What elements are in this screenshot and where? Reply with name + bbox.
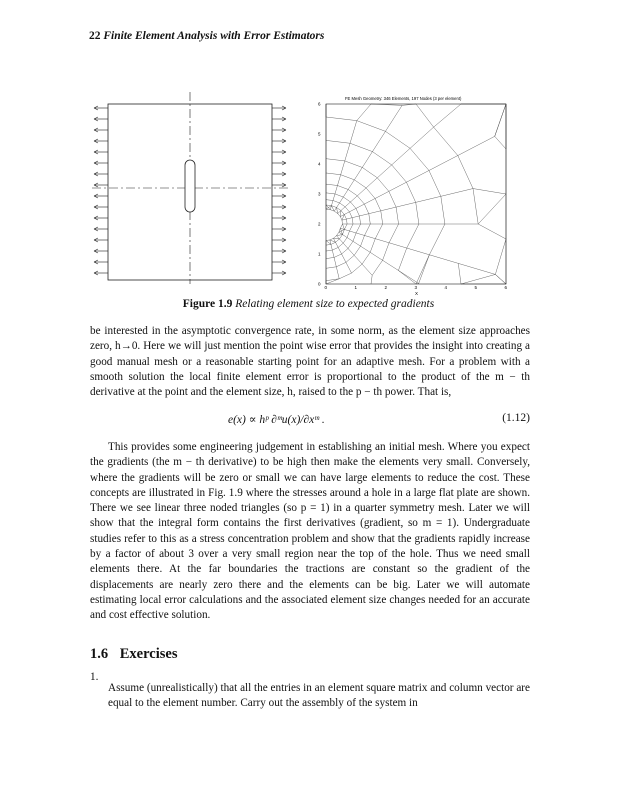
x-tick-label: 6 — [504, 285, 508, 290]
mesh-edge — [343, 224, 345, 229]
mesh-edge — [352, 216, 359, 218]
mesh-edge — [348, 189, 357, 195]
mesh-edge — [340, 228, 344, 229]
mesh-edge — [345, 143, 350, 161]
mesh-edge — [346, 262, 352, 273]
mesh-edge — [337, 235, 343, 236]
mesh-edge — [334, 254, 342, 257]
x-tick-label: 3 — [414, 285, 418, 290]
mesh-edge — [366, 178, 377, 188]
mesh-edge — [326, 244, 331, 245]
mesh-edge — [396, 202, 416, 207]
mesh-edge — [389, 182, 407, 191]
equation-number: (1.12) — [502, 412, 530, 424]
mesh-edge — [359, 216, 360, 224]
mesh-edge — [396, 207, 398, 224]
mesh-edge — [356, 204, 364, 208]
mesh-edge — [366, 188, 375, 199]
mesh-edge — [441, 189, 473, 197]
mesh-edge — [338, 213, 341, 216]
mesh-edge — [372, 260, 382, 275]
mesh-edge — [342, 254, 346, 262]
mesh-edge — [357, 188, 366, 196]
mesh-edge — [406, 170, 429, 182]
mesh-edge — [416, 202, 419, 224]
mesh-edge — [336, 239, 340, 242]
mesh-edge — [398, 270, 418, 283]
mesh-edge — [326, 173, 341, 175]
y-tick-label: 4 — [318, 161, 321, 167]
mesh-edge — [326, 184, 337, 185]
mesh-edge — [346, 219, 347, 224]
plate-diagram — [92, 92, 290, 284]
mesh-edge — [429, 255, 458, 264]
mesh-edge — [364, 198, 375, 204]
mesh-edge — [326, 193, 335, 194]
mesh-edge — [364, 204, 368, 214]
mesh-edge — [392, 165, 407, 182]
mesh-edge — [338, 211, 341, 214]
mesh-edge — [336, 242, 339, 247]
mesh-edge — [330, 238, 334, 240]
x-tick-label: 2 — [384, 285, 388, 290]
mesh-edge — [326, 257, 334, 258]
x-axis-label: X — [415, 291, 419, 296]
mesh-edge — [340, 197, 344, 203]
mesh-edge — [419, 255, 430, 284]
mesh-edge — [375, 198, 381, 210]
mesh-edge — [344, 214, 346, 219]
mesh-edge — [339, 273, 351, 279]
exercise-text: Assume (unrealistically) that all the entries in an element square matrix and column vector are equal to the element number. Carry out the assembly of the system in — [108, 682, 530, 710]
mesh-edge — [332, 250, 334, 257]
traction-arrows-right — [272, 106, 286, 275]
exercise-number: 1. — [90, 671, 99, 683]
mesh-edge — [335, 185, 338, 193]
mesh-edge — [333, 238, 339, 239]
mesh-edge — [398, 270, 416, 284]
mesh-edge — [372, 152, 391, 165]
mesh-edge — [343, 197, 350, 202]
traction-arrows-left — [94, 106, 108, 275]
y-tick-label: 6 — [318, 101, 321, 107]
mesh-edge — [326, 250, 332, 251]
x-tick-label: 5 — [474, 285, 478, 290]
mesh-edge — [350, 196, 357, 202]
mesh-edge — [356, 224, 361, 233]
x-tick-label: 4 — [444, 285, 448, 290]
mesh-edge — [342, 220, 343, 224]
mesh-edge — [345, 161, 363, 168]
figure-caption — [0, 298, 617, 310]
mesh-edge — [385, 105, 402, 131]
mesh-edge — [341, 175, 355, 180]
mesh-edge — [342, 248, 348, 253]
mesh-edge — [342, 235, 347, 238]
mesh-edge — [326, 240, 330, 241]
mesh-edge — [410, 148, 429, 170]
mesh-edge — [338, 247, 341, 254]
mesh-edge — [461, 274, 495, 284]
y-tick-label: 5 — [318, 131, 321, 137]
figure-1-9 — [90, 88, 530, 298]
mesh-edge — [341, 207, 345, 211]
mesh-edge — [406, 182, 415, 202]
section-number: 1.6 — [90, 646, 109, 662]
mesh-edge — [410, 127, 434, 148]
mesh-edge — [357, 104, 371, 121]
mesh-edge — [375, 224, 382, 239]
mesh-edge — [416, 104, 434, 127]
mesh-edge — [326, 267, 336, 269]
mesh-edge — [478, 224, 506, 239]
mesh-edge — [331, 200, 333, 205]
mesh-edge — [336, 262, 346, 266]
mesh-edge — [389, 243, 407, 248]
mesh-edge — [331, 244, 332, 250]
mesh-edge — [383, 260, 399, 270]
mesh-edge — [375, 191, 389, 198]
mesh-edge — [375, 239, 389, 243]
mesh-edge — [333, 200, 340, 202]
mesh-edge — [356, 208, 359, 216]
mesh-edge — [353, 241, 361, 246]
mesh-edge — [377, 178, 389, 192]
mesh-edge — [344, 212, 349, 215]
equation-1-12 — [90, 412, 530, 430]
mesh-edge — [331, 242, 336, 244]
paragraph-2: This provides some engineering judgement in establishing an initial mesh. Where you expect the gradients (the m − th derivative) to be high then make the elements very small. Conversely, where the gradients will be zero or small we can have large elements to reduce the cost. These concepts are illustrated in Fig. 1.9 where the stresses around a hole in a large flat plate are shown. There we see linear three noded triangles (so p = 1) in a quarter symmetry mesh. Later we will show that the integral form contains the first derivatives (gradient, so m = 1). Undergraduate studies refer to this as a stress concentration problem and show that the gradients rapidly increase by a factor of about 3 over a very small region near the top of the hole. Thus we need small elements there. At the far boundaries the tractions are constant so the gradient of the displacements are nearly zero there and the elements can be big. Later we will automate estimating local error calculations and the associated element size changes needed for an accurate and cost effective solution. — [90, 441, 530, 622]
mesh-edge — [338, 243, 343, 247]
mesh-edge — [372, 131, 385, 151]
running-header — [89, 30, 324, 42]
mesh-edge — [337, 208, 338, 214]
mesh-edge — [362, 264, 372, 275]
paragraph-1: be interested in the asymptotic convergence rate, in some norm, as the element size approaches zero, h→0. Here we will just mention the point wise error that provides the insight into creating a good manual mesh or a reasonable starting point for an adaptive mesh. For a problem with a smooth solution the local finite element error is proportional to the product of the m − th derivative at the point and the element size, h, raised to the p − th power. That is, — [90, 325, 530, 399]
mesh-edge — [337, 175, 340, 186]
book-title: Finite Element Analysis with Error Estimators — [103, 30, 325, 42]
mesh-edge — [343, 238, 347, 244]
slot-hole — [185, 160, 195, 212]
mesh-edge — [349, 212, 352, 218]
section-title: Exercises — [119, 646, 178, 662]
mesh-edge — [365, 224, 371, 235]
mesh-edge — [343, 243, 348, 248]
paragraph-convergence — [90, 324, 530, 400]
mesh-edge — [345, 202, 350, 207]
mesh-edge — [326, 205, 331, 206]
mesh-edge — [441, 196, 445, 224]
y-tick-label: 0 — [318, 281, 321, 287]
mesh-edge — [389, 191, 396, 207]
mesh-edge — [362, 252, 370, 264]
caption-text: Relating element size to expected gradients — [235, 298, 435, 310]
mesh-edge — [458, 263, 495, 274]
y-tick-label: 3 — [318, 191, 321, 197]
mesh-edge — [348, 241, 353, 248]
page-number: 22 — [89, 30, 101, 42]
mesh-elements — [324, 104, 506, 284]
x-tick-label: 1 — [354, 285, 358, 290]
mesh-edge — [473, 189, 478, 224]
mesh-edge — [350, 202, 355, 208]
mesh-edge — [354, 246, 360, 255]
mesh-edge — [334, 257, 336, 266]
mesh-edge — [353, 233, 356, 241]
mesh-edge — [346, 218, 352, 219]
mesh-edge — [458, 263, 461, 284]
mesh-edge — [339, 239, 343, 243]
mesh-edge — [352, 218, 353, 224]
mesh-edge — [458, 156, 473, 189]
mesh-edge — [326, 159, 345, 161]
mesh-edge — [434, 127, 458, 155]
mesh-edge — [392, 148, 410, 165]
mesh-edge — [356, 233, 364, 236]
mesh-edge — [365, 235, 376, 238]
mesh-edge — [337, 185, 348, 189]
mesh-edge — [352, 264, 363, 273]
mesh-edge — [361, 235, 365, 246]
mesh-edge — [361, 246, 371, 252]
mesh-edge — [350, 224, 354, 231]
mesh-edge — [326, 140, 350, 143]
mesh-edge — [369, 214, 371, 224]
mesh-edge — [332, 247, 338, 250]
mesh-edge — [350, 121, 357, 144]
mesh-edge — [407, 248, 430, 255]
mesh-edge — [326, 200, 333, 201]
equation-body: e(x) ∝ hᵖ ∂ᵐu(x)/∂xᵐ . — [228, 414, 325, 426]
mesh-edge — [407, 224, 419, 248]
mesh-edge — [362, 167, 377, 177]
mesh-edge — [495, 104, 506, 136]
mesh-edge — [495, 239, 506, 274]
mesh-edge — [398, 248, 406, 270]
mesh-edge — [342, 219, 346, 220]
mesh-edge — [346, 255, 354, 262]
mesh-edge — [347, 238, 353, 242]
y-tick-label: 1 — [318, 251, 321, 257]
mesh-edge — [350, 143, 372, 151]
mesh-edge — [347, 231, 349, 238]
mesh-edge — [495, 274, 506, 284]
mesh-edge — [371, 275, 372, 284]
mesh-edge — [383, 243, 390, 261]
mesh-edge — [341, 161, 345, 175]
mesh-edge — [434, 104, 461, 127]
mesh-edge — [377, 165, 391, 178]
fe-mesh-plot — [318, 96, 508, 296]
mesh-edge — [337, 236, 340, 239]
mesh-edge — [429, 170, 441, 196]
mesh-frame — [326, 104, 506, 284]
mesh-edge — [362, 152, 372, 168]
mesh-edge — [359, 214, 368, 216]
mesh-edge — [354, 180, 366, 188]
mesh-edge — [348, 180, 354, 190]
exercise-list — [90, 670, 530, 723]
y-tick-label: 2 — [318, 221, 321, 227]
x-tick-label: 0 — [324, 285, 328, 290]
mesh-edge — [345, 207, 349, 212]
figure-label: Figure 1.9 — [182, 298, 233, 310]
mesh-edge — [385, 131, 410, 148]
section-heading — [90, 646, 177, 663]
mesh-edge — [350, 231, 357, 233]
mesh-edge — [348, 248, 354, 255]
mesh-edge — [340, 203, 346, 207]
mesh-edge — [416, 196, 441, 202]
mesh-edge — [429, 156, 458, 171]
mesh-edge — [495, 136, 506, 149]
paragraph-judgement — [90, 440, 530, 624]
mesh-edge — [344, 229, 349, 231]
mesh-edge — [370, 252, 382, 260]
mesh-edge — [357, 196, 364, 204]
mesh-edge — [344, 224, 347, 229]
mesh-edge — [478, 194, 506, 224]
mesh-edge — [337, 203, 340, 208]
mesh-edge — [336, 267, 339, 279]
mesh-edge — [326, 117, 357, 121]
mesh-edge — [473, 189, 506, 194]
mesh-edge — [429, 224, 445, 255]
mesh-edge — [340, 217, 342, 221]
mesh-edge — [354, 255, 362, 264]
mesh-edge — [381, 207, 396, 211]
mesh-edge — [370, 239, 375, 253]
mesh-edge — [343, 189, 348, 197]
mesh-edge — [349, 208, 356, 211]
mesh-edge — [341, 211, 344, 215]
mesh-edge — [458, 136, 495, 155]
mesh-edge — [340, 211, 341, 217]
mesh-edge — [354, 167, 362, 179]
mesh-edge — [333, 194, 335, 201]
mesh-edge — [335, 194, 343, 197]
mesh-edge — [369, 211, 381, 214]
mesh-edge — [389, 224, 398, 243]
mesh-title: FE Mesh Geometry: 346 Elements, 197 Nodes (3 per element) — [345, 96, 462, 101]
mesh-edge — [381, 211, 383, 224]
mesh-edge — [333, 236, 336, 239]
mesh-edge — [340, 224, 342, 228]
mesh-edge — [334, 208, 336, 212]
mesh-edge — [357, 121, 386, 132]
mesh-edge — [416, 255, 429, 284]
